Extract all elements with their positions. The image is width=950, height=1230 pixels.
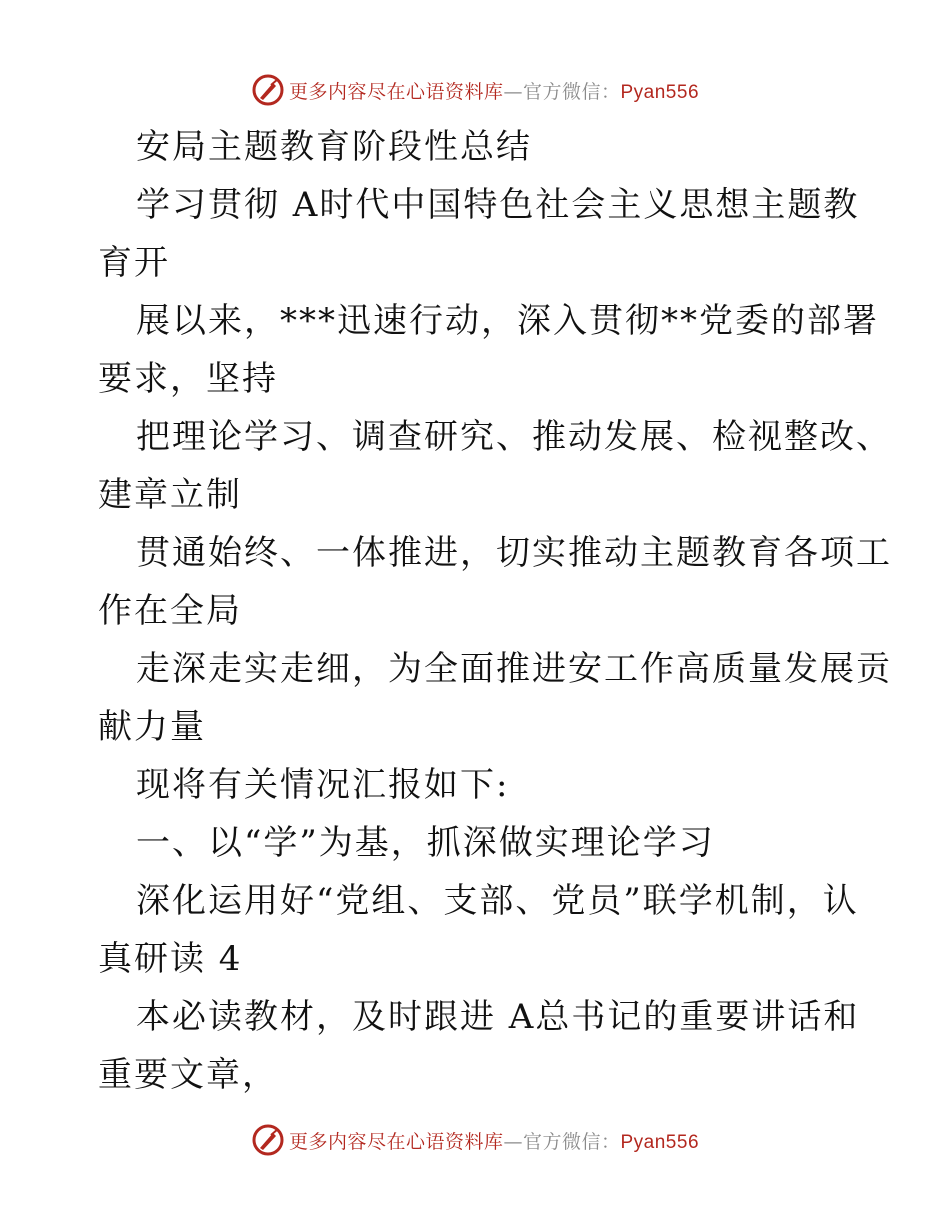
- pen-logo-icon: [251, 1123, 285, 1157]
- text-line: 展以来，***迅速行动，深入贯彻**党委的部署: [136, 301, 879, 341]
- watermark-official: 官方微信：: [522, 1130, 621, 1153]
- text-line: 走深走实走细，为全面推进安工作高质量发展贡: [136, 649, 892, 689]
- document-body: [98, 118, 892, 1104]
- text-line: 安局主题教育阶段性总结: [136, 127, 532, 167]
- text-line: 献力量: [98, 707, 206, 747]
- text-line: 把理论学习、调查研究、推动发展、检视整改、: [136, 417, 892, 457]
- text-line: 本必读教材，及时跟进 A总书记的重要讲话和: [136, 997, 860, 1037]
- text-line: 重要文章，: [98, 1055, 278, 1095]
- text-line: 育开: [98, 243, 170, 283]
- watermark-account: Pyan556: [620, 81, 700, 103]
- text-line: 贯通始终、一体推进，切实推动主题教育各项工: [136, 533, 892, 573]
- text-line: 现将有关情况汇报如下:: [136, 765, 510, 805]
- watermark-separator: —: [503, 1130, 523, 1153]
- text-line: 建章立制: [98, 475, 242, 515]
- watermark-text: [289, 77, 699, 104]
- watermark-account: Pyan556: [620, 1131, 700, 1153]
- watermark-brand: 更多内容尽在心语资料库: [288, 80, 504, 103]
- watermark-text: [289, 1127, 699, 1154]
- text-line: 要求，坚持: [98, 359, 278, 399]
- text-line: 深化运用好“党组、支部、党员”联学机制，认: [136, 881, 859, 921]
- watermark-separator: —: [503, 80, 523, 103]
- watermark-official: 官方微信：: [522, 80, 621, 103]
- text-line: 学习贯彻 A时代中国特色社会主义思想主题教: [136, 185, 860, 225]
- section-heading: 一、以“学”为基，抓深做实理论学习: [136, 823, 715, 863]
- footer-watermark: [0, 1122, 950, 1158]
- text-line: 真研读 4: [98, 939, 243, 979]
- watermark-brand: 更多内容尽在心语资料库: [288, 1130, 504, 1153]
- text-line: 作在全局: [98, 591, 242, 631]
- header-watermark: [0, 72, 950, 108]
- pen-logo-icon: [251, 73, 285, 107]
